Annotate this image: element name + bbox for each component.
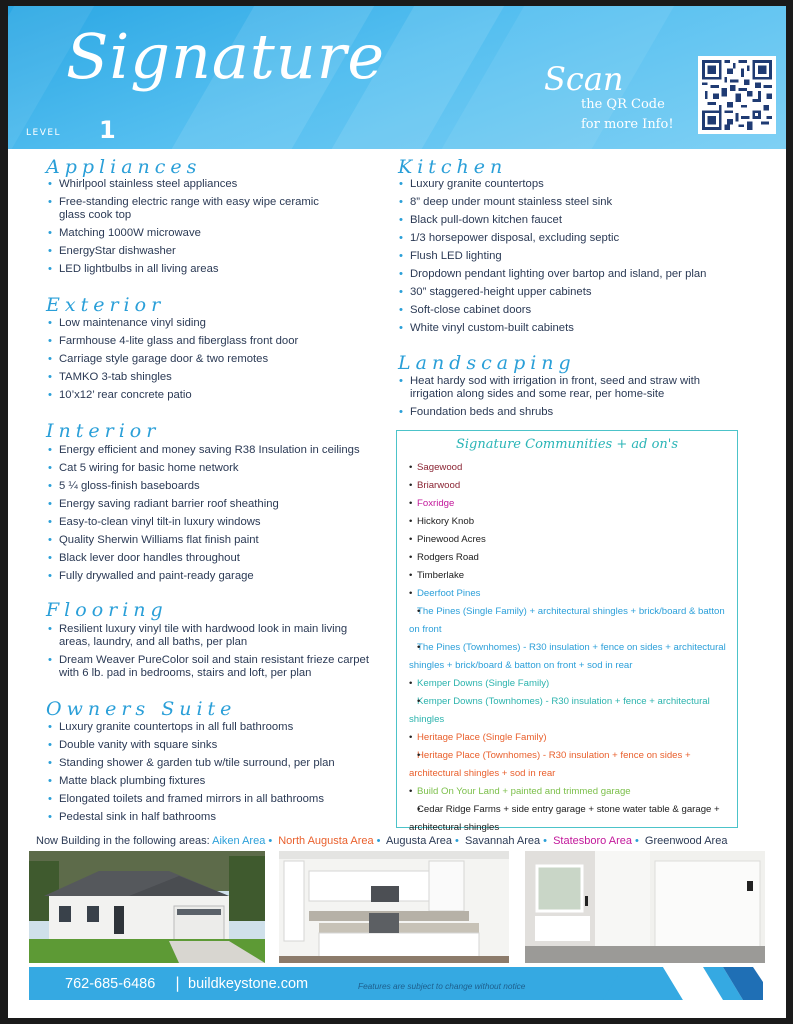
community-item: • The Pines (Townhomes) - R30 insulation + fence on sides + architectural shingles + brick/board & batton on front + sod in rear — [409, 639, 731, 675]
bathroom-photo-image — [525, 851, 765, 963]
qr-code[interactable] — [698, 56, 776, 134]
list-item: • LED lightbulbs in all living areas — [48, 263, 368, 276]
community-item: • Rodgers Road — [409, 549, 731, 567]
community-item: • Briarwood — [409, 477, 731, 495]
website-link[interactable]: buildkeystone.com — [188, 976, 309, 992]
list-item: • Black pull-down kitchen faucet — [399, 214, 769, 227]
list-item: • Energy efficient and money saving R38 Insulation in ceilings — [48, 444, 388, 457]
footer-triangles-icon — [603, 967, 763, 1000]
list-item: • Easy-to-clean vinyl tilt-in luxury windows — [48, 516, 388, 529]
list-item: • Resilient luxury vinyl tile with hardwood look in main living areas, laundry, and all baths, per plan — [48, 623, 378, 649]
level-number: 1 — [99, 116, 116, 144]
list-item: • Matching 1000W microwave — [48, 227, 368, 240]
kitchen-list — [399, 178, 769, 340]
area-name: Augusta Area — [385, 835, 453, 847]
list-item: • Dream Weaver PureColor soil and stain resistant frieze carpet with 6 lb. pad in bedrooms, stairs and loft, per plan — [48, 654, 378, 680]
phone-number[interactable]: 762-685-6486 — [65, 976, 156, 992]
footer-separator: | — [175, 974, 181, 992]
list-item: • 8” deep under mount stainless steel sink — [399, 196, 769, 209]
community-item: • Pinewood Acres — [409, 531, 731, 549]
qr-code-icon — [702, 60, 772, 130]
header-banner — [8, 6, 786, 149]
list-item: • Pedestal sink in half bathrooms — [48, 811, 378, 824]
area-name: North Augusta Area — [278, 835, 374, 847]
list-item: • Luxury granite countertops — [399, 178, 769, 191]
community-item: • Heritage Place (Townhomes) - R30 insulation + fence on sides + architectural shingles + sod in rear — [409, 747, 731, 783]
interior-heading: Interior — [46, 420, 161, 442]
list-item: • 10’x12’ rear concrete patio — [48, 389, 368, 402]
list-item: • Free-standing electric range with easy wipe ceramic glass cook top — [48, 196, 323, 222]
area-name: Statesboro Area — [553, 835, 632, 847]
list-item: • Flush LED lighting — [399, 250, 769, 263]
level-label: LEVEL — [26, 128, 62, 138]
list-item: • Low maintenance vinyl siding — [48, 317, 368, 330]
service-areas-line: Now Building in the following areas: Aiken Area • North Augusta Area • Augusta Area • Savannah Area • Statesboro Area • Greenwood Area — [36, 835, 728, 847]
owners-suite-heading: Owners Suite — [46, 698, 237, 720]
list-item: • 30” staggered-height upper cabinets — [399, 286, 769, 299]
landscaping-list — [399, 375, 729, 424]
owners-suite-list — [48, 721, 378, 829]
interior-list — [48, 444, 388, 588]
list-item: • Cat 5 wiring for basic home network — [48, 462, 388, 475]
community-item: • Hickory Knob — [409, 513, 731, 531]
community-item: • The Pines (Single Family) + architectural shingles + brick/board & batton on front — [409, 603, 731, 639]
community-item: • Timberlake — [409, 567, 731, 585]
exterior-list — [48, 317, 368, 407]
list-item: • Soft-close cabinet doors — [399, 304, 769, 317]
communities-title: Signature Communities + ad on's — [455, 437, 679, 452]
disclaimer-note: Features are subject to change without notice — [358, 981, 526, 991]
community-item: • Cedar Ridge Farms + side entry garage + stone water table & garage + architectural shingles — [409, 801, 731, 837]
list-item: • EnergyStar dishwasher — [48, 245, 368, 258]
flooring-heading: Flooring — [46, 599, 168, 621]
list-item: • 5 ¼ gloss-finish baseboards — [48, 480, 388, 493]
community-item: • Build On Your Land + painted and trimmed garage — [409, 783, 731, 801]
community-item: • Deerfoot Pines — [409, 585, 731, 603]
appliances-list — [48, 178, 368, 281]
house-photo-image — [29, 851, 265, 963]
area-name: Greenwood Area — [644, 835, 728, 847]
footer-decoration — [603, 967, 763, 1000]
kitchen-photo — [279, 851, 509, 963]
list-item: • Dropdown pendant lighting over bartop and island, per plan — [399, 268, 769, 281]
house-exterior-photo — [29, 851, 265, 963]
list-item: • Energy saving radiant barrier roof sheathing — [48, 498, 388, 511]
scan-instruction-line1: the QR Code — [581, 97, 665, 112]
list-item: • Heat hardy sod with irrigation in front, seed and straw with irrigation along sides and some rear, per home-site — [399, 375, 729, 401]
list-item: • Elongated toilets and framed mirrors in all bathrooms — [48, 793, 378, 806]
areas-intro: Now Building in the following areas: — [36, 835, 210, 847]
community-item: • Heritage Place (Single Family) — [409, 729, 731, 747]
flooring-list — [48, 623, 378, 685]
list-item: • Double vanity with square sinks — [48, 739, 378, 752]
list-item: • TAMKO 3-tab shingles — [48, 371, 368, 384]
community-item: • Sagewood — [409, 459, 731, 477]
area-name: Aiken Area — [212, 835, 266, 847]
list-item: • White vinyl custom-built cabinets — [399, 322, 769, 335]
scan-heading: Scan — [544, 60, 624, 98]
community-item: • Foxridge — [409, 495, 731, 513]
communities-list — [409, 459, 731, 837]
list-item: • Black lever door handles throughout — [48, 552, 388, 565]
list-item: • Quality Sherwin Williams flat finish paint — [48, 534, 388, 547]
list-item: • Matte black plumbing fixtures — [48, 775, 378, 788]
list-item: • Luxury granite countertops in all full bathrooms — [48, 721, 378, 734]
list-item: • Standing shower & garden tub w/tile surround, per plan — [48, 757, 378, 770]
brand-title: Signature — [66, 20, 386, 93]
community-item: • Kemper Downs (Single Family) — [409, 675, 731, 693]
brochure-page — [8, 6, 786, 1018]
list-item: • Whirlpool stainless steel appliances — [48, 178, 368, 191]
landscaping-heading: Landscaping — [398, 352, 576, 374]
list-item: • Farmhouse 4-lite glass and fiberglass front door — [48, 335, 368, 348]
list-item: • 1/3 horsepower disposal, excluding septic — [399, 232, 769, 245]
list-item: • Foundation beds and shrubs — [399, 406, 729, 419]
list-item: • Carriage style garage door & two remotes — [48, 353, 368, 366]
kitchen-heading: Kitchen — [398, 156, 508, 178]
kitchen-photo-image — [279, 851, 509, 963]
exterior-heading: Exterior — [46, 294, 166, 316]
bathroom-photo — [525, 851, 765, 963]
scan-instruction-line2: for more Info! — [581, 117, 674, 132]
appliances-heading: Appliances — [46, 156, 202, 178]
area-name: Savannah Area — [464, 835, 541, 847]
list-item: • Fully drywalled and paint-ready garage — [48, 570, 388, 583]
community-item: • Kemper Downs (Townhomes) - R30 insulation + fence + architectural shingles — [409, 693, 731, 729]
